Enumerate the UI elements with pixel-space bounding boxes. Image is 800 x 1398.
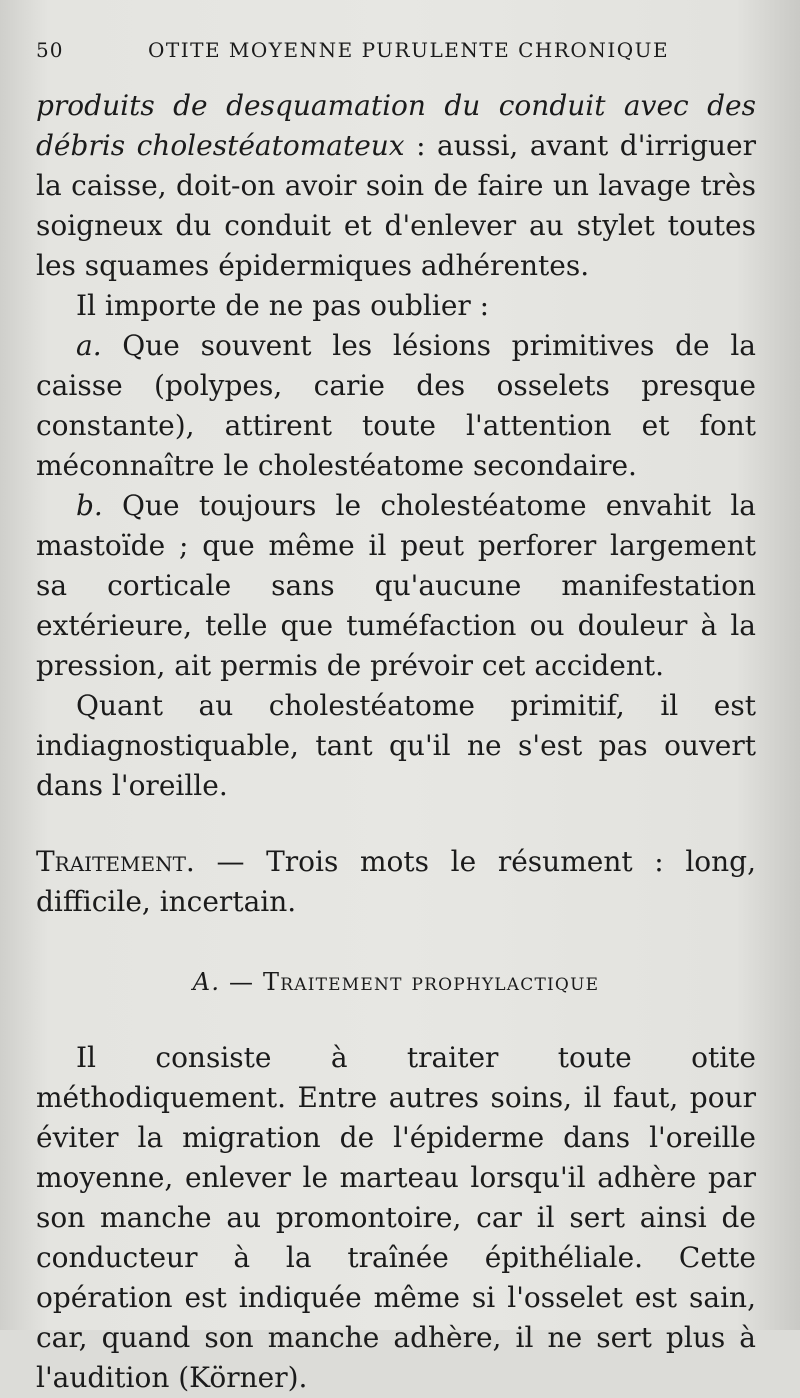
vertical-space	[36, 922, 756, 962]
italic-phrase: produits de desquamation du conduit avec des débris cholestéatomateux	[36, 89, 756, 162]
page-number: 50	[36, 38, 64, 62]
vertical-space	[36, 1002, 756, 1038]
section-title: Traitement prophylactique	[263, 968, 600, 996]
paragraph-continuation	[36, 86, 756, 286]
section-heading	[36, 962, 756, 1002]
paragraph-traitement	[36, 842, 756, 922]
paragraph-text: : aussi, avant d'irriguer la caisse, doit-on avoir soin de faire un lavage très soigneux du conduit et d'enlever au stylet toutes les squames épidermiques adhérentes.	[36, 129, 757, 282]
list-marker-a: a.	[76, 329, 102, 362]
body-text	[36, 86, 756, 1398]
list-marker-b: b.	[76, 489, 103, 522]
list-item-b	[36, 486, 756, 686]
vertical-space	[36, 806, 756, 842]
section-marker: A.	[192, 968, 221, 996]
paragraph-prophylaxis: Il consiste à traiter toute otite méthodiquement. Entre autres soins, il faut, pour éviter la migration de l'épiderme dans l'oreille moyenne, enlever le marteau lorsqu'il adhère par son manche au promontoire, car il sert ainsi de conducteur à la traînée épithéliale. Cette opération est indiquée même si l'osselet est sain, car, quand son manche adhère, il ne sert plus à l'audition (Körner).	[36, 1041, 756, 1394]
traitement-text: — Trois mots le résument : long, difficile, incertain.	[36, 845, 756, 918]
running-head: OTITE MOYENNE PURULENTE CHRONIQUE	[148, 38, 670, 62]
list-item-a-text: Que souvent les lésions primitives de la caisse (polypes, carie des osselets presque constante), attirent toute l'attention et font méconnaître le cholestéatome secondaire.	[36, 329, 756, 482]
list-item-a	[36, 326, 756, 486]
paragraph-primitive: Quant au cholestéatome primitif, il est indiagnostiquable, tant qu'il ne s'est pas ouvert dans l'oreille.	[36, 689, 756, 802]
section-dash: —	[220, 968, 264, 996]
paragraph-intro: Il importe de ne pas oublier :	[76, 289, 490, 322]
traitement-label: Traitement.	[36, 845, 195, 878]
list-item-b-text: Que toujours le cholestéatome envahit la mastoïde ; que même il peut perforer largement sa corticale sans qu'aucune manifestation extérieure, telle que tuméfaction ou douleur à la pression, ait permis de prévoir cet accident.	[36, 489, 756, 682]
page-header	[36, 38, 756, 74]
